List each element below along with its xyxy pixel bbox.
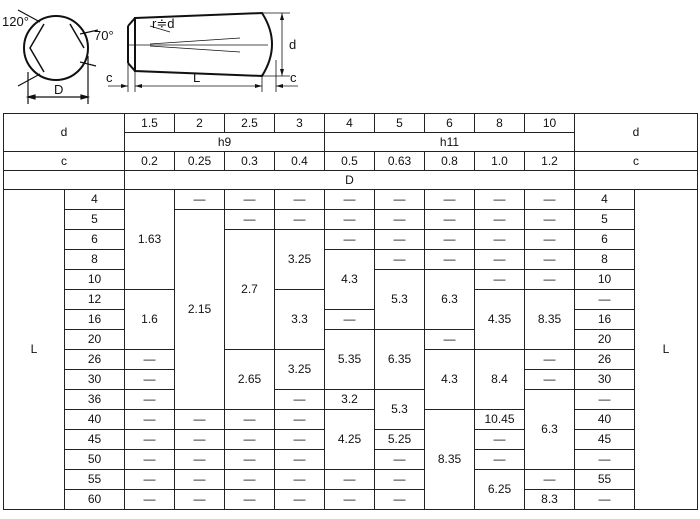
- d-value: 6: [425, 114, 475, 133]
- dash-cell: —: [425, 250, 475, 270]
- dash-cell: —: [125, 430, 175, 450]
- dash-cell: —: [275, 470, 325, 490]
- chamfer-c-left-label: c: [106, 70, 113, 85]
- D-value: 5.35: [325, 330, 375, 390]
- table-row: [4, 250, 698, 270]
- D-value: 1.63: [125, 190, 175, 290]
- dash-cell: —: [125, 390, 175, 410]
- D-value: 2.65: [225, 350, 275, 410]
- side-d-label: d: [289, 37, 297, 52]
- L-value-right: 40: [575, 410, 635, 430]
- dash-cell: —: [225, 470, 275, 490]
- c-value: 0.3: [225, 152, 275, 171]
- table-row: [4, 152, 698, 171]
- dash-cell: —: [275, 210, 325, 230]
- dash-cell: —: [225, 210, 275, 230]
- L-value-right: 26: [575, 350, 635, 370]
- dash-cell: —: [525, 190, 575, 210]
- dash-cell: —: [525, 350, 575, 370]
- d-value: 10: [525, 114, 575, 133]
- dash-cell: —: [525, 270, 575, 290]
- table-row: [4, 410, 698, 430]
- D-value: 4.3: [325, 250, 375, 310]
- dash-cell: —: [125, 490, 175, 510]
- dash-cell: —: [575, 490, 635, 510]
- D-value: 6.3: [425, 270, 475, 330]
- dash-cell: —: [325, 490, 375, 510]
- c-value: 0.2: [125, 152, 175, 171]
- d-header: d: [4, 114, 125, 152]
- table-row: [4, 171, 698, 190]
- chamfer-c-right-label: c: [290, 70, 297, 85]
- dash-cell: —: [375, 210, 425, 230]
- L-value-right: 30: [575, 370, 635, 390]
- table-row: [4, 490, 698, 510]
- d-value: 2: [175, 114, 225, 133]
- c-value: 0.5: [325, 152, 375, 171]
- D-value: 4.3: [425, 350, 475, 410]
- dash-cell: —: [275, 450, 325, 470]
- L-value: 20: [65, 330, 125, 350]
- dash-cell: —: [275, 430, 325, 450]
- dash-cell: —: [475, 230, 525, 250]
- dash-cell: —: [325, 190, 375, 210]
- L-value: 26: [65, 350, 125, 370]
- dash-cell: —: [125, 410, 175, 430]
- D-value: 5.3: [375, 390, 425, 430]
- dash-cell: —: [375, 450, 425, 470]
- dash-cell: —: [525, 470, 575, 490]
- D-value: 3.3: [275, 290, 325, 350]
- c-value: 1.2: [525, 152, 575, 171]
- L-value-right: 20: [575, 330, 635, 350]
- dash-cell: —: [325, 470, 375, 490]
- dash-cell: —: [375, 490, 425, 510]
- side-view: [108, 13, 298, 92]
- L-value-right: 55: [575, 470, 635, 490]
- table-row: [4, 390, 698, 410]
- D-value: 3.2: [325, 390, 375, 410]
- length-L-label: L: [193, 70, 201, 85]
- L-value-right: 8: [575, 250, 635, 270]
- dash-cell: —: [425, 190, 475, 210]
- dash-cell: —: [525, 370, 575, 390]
- table-row: [4, 310, 698, 330]
- dash-cell: —: [325, 210, 375, 230]
- dash-cell: —: [125, 450, 175, 470]
- D-value: 5.3: [375, 270, 425, 330]
- d-value: 5: [375, 114, 425, 133]
- L-value: 10: [65, 270, 125, 290]
- dash-cell: —: [525, 250, 575, 270]
- L-value: 55: [65, 470, 125, 490]
- d-value: 1.5: [125, 114, 175, 133]
- c-value: 0.4: [275, 152, 325, 171]
- c-value: 0.25: [175, 152, 225, 171]
- angle-120-label: 120°: [2, 14, 29, 29]
- d-value: 8: [475, 114, 525, 133]
- d-value: 4: [325, 114, 375, 133]
- dash-cell: —: [425, 330, 475, 350]
- d-value: 2.5: [225, 114, 275, 133]
- dash-cell: —: [525, 230, 575, 250]
- D-value: 5.25: [375, 430, 425, 450]
- c-value: 0.8: [425, 152, 475, 171]
- blank-cell: [4, 171, 125, 190]
- dash-cell: —: [175, 190, 225, 210]
- dimension-table: [3, 113, 698, 510]
- L-value: 30: [65, 370, 125, 390]
- L-value: 50: [65, 450, 125, 470]
- table-row: [4, 470, 698, 490]
- D-value: 6.25: [475, 470, 525, 510]
- L-value: 4: [65, 190, 125, 210]
- dash-cell: —: [275, 390, 325, 410]
- table-row: [4, 210, 698, 230]
- dash-cell: —: [475, 250, 525, 270]
- dash-cell: —: [175, 470, 225, 490]
- dash-cell: —: [125, 350, 175, 370]
- d-header-right: d: [575, 114, 698, 152]
- L-value: 40: [65, 410, 125, 430]
- L-value-right: 45: [575, 430, 635, 450]
- dash-cell: —: [275, 410, 325, 430]
- dash-cell: —: [325, 310, 375, 330]
- dash-cell: —: [475, 210, 525, 230]
- dash-cell: —: [175, 410, 225, 430]
- L-value: 36: [65, 390, 125, 410]
- dash-cell: —: [525, 210, 575, 230]
- D-value: 2.7: [225, 230, 275, 350]
- L-value: 12: [65, 290, 125, 310]
- d-value: 3: [275, 114, 325, 133]
- L-value-right: 10: [575, 270, 635, 290]
- D-value: 4.25: [325, 410, 375, 470]
- L-value-right: 6: [575, 230, 635, 250]
- blank-cell: [575, 171, 698, 190]
- dash-cell: —: [175, 450, 225, 470]
- c-header: c: [4, 152, 125, 171]
- D-value: 2.15: [175, 210, 225, 410]
- table-row: [4, 114, 698, 133]
- dash-cell: —: [375, 230, 425, 250]
- dash-cell: —: [275, 190, 325, 210]
- L-value-right: 4: [575, 190, 635, 210]
- L-value: 8: [65, 250, 125, 270]
- c-value: 1.0: [475, 152, 525, 171]
- angle-70-label: 70°: [94, 28, 114, 43]
- dash-cell: —: [125, 470, 175, 490]
- table-row: [4, 190, 698, 210]
- D-value: 10.45: [475, 410, 525, 430]
- L-value: 45: [65, 430, 125, 450]
- D-value: 3.25: [275, 350, 325, 390]
- tolerance-h9: h9: [125, 133, 325, 152]
- c-header-right: c: [575, 152, 698, 171]
- L-header: L: [4, 190, 65, 510]
- L-value-right: 5: [575, 210, 635, 230]
- dash-cell: —: [475, 270, 525, 290]
- dash-cell: —: [225, 450, 275, 470]
- L-header-right: L: [635, 190, 698, 510]
- dash-cell: —: [325, 230, 375, 250]
- c-value: 0.63: [375, 152, 425, 171]
- D-value: 8.35: [425, 410, 475, 510]
- radius-label: r≑d: [152, 16, 175, 31]
- dash-cell: —: [425, 210, 475, 230]
- end-D-label: D: [54, 82, 64, 97]
- dash-cell: —: [225, 190, 275, 210]
- dash-cell: —: [475, 450, 525, 470]
- dash-cell: —: [225, 430, 275, 450]
- dash-cell: —: [375, 250, 425, 270]
- dash-cell: —: [125, 370, 175, 390]
- D-value: 1.6: [125, 290, 175, 350]
- D-value: 8.3: [525, 490, 575, 510]
- dash-cell: —: [275, 490, 325, 510]
- L-value: 60: [65, 490, 125, 510]
- table-row: [4, 330, 698, 350]
- tolerance-h11: h11: [325, 133, 575, 152]
- L-value: 6: [65, 230, 125, 250]
- L-value: 5: [65, 210, 125, 230]
- dash-cell: —: [175, 430, 225, 450]
- D-value: 8.4: [475, 350, 525, 410]
- D-value: 3.25: [275, 230, 325, 290]
- D-value: 4.35: [475, 290, 525, 350]
- dash-cell: —: [475, 190, 525, 210]
- dash-cell: —: [175, 490, 225, 510]
- dash-cell: —: [375, 470, 425, 490]
- table-row: [4, 230, 698, 250]
- dash-cell: —: [225, 490, 275, 510]
- D-value: 6.3: [525, 390, 575, 470]
- D-header: D: [125, 171, 575, 190]
- dash-cell: —: [425, 230, 475, 250]
- dash-cell: —: [375, 190, 425, 210]
- dash-cell: —: [575, 390, 635, 410]
- dash-cell: —: [225, 410, 275, 430]
- dash-cell: —: [475, 430, 525, 450]
- dash-cell: —: [575, 290, 635, 310]
- D-value: 6.35: [375, 330, 425, 390]
- L-value-right: 16: [575, 310, 635, 330]
- L-value: 16: [65, 310, 125, 330]
- dash-cell: —: [575, 450, 635, 470]
- D-value: 8.35: [525, 290, 575, 350]
- pin-drawing: [0, 0, 700, 113]
